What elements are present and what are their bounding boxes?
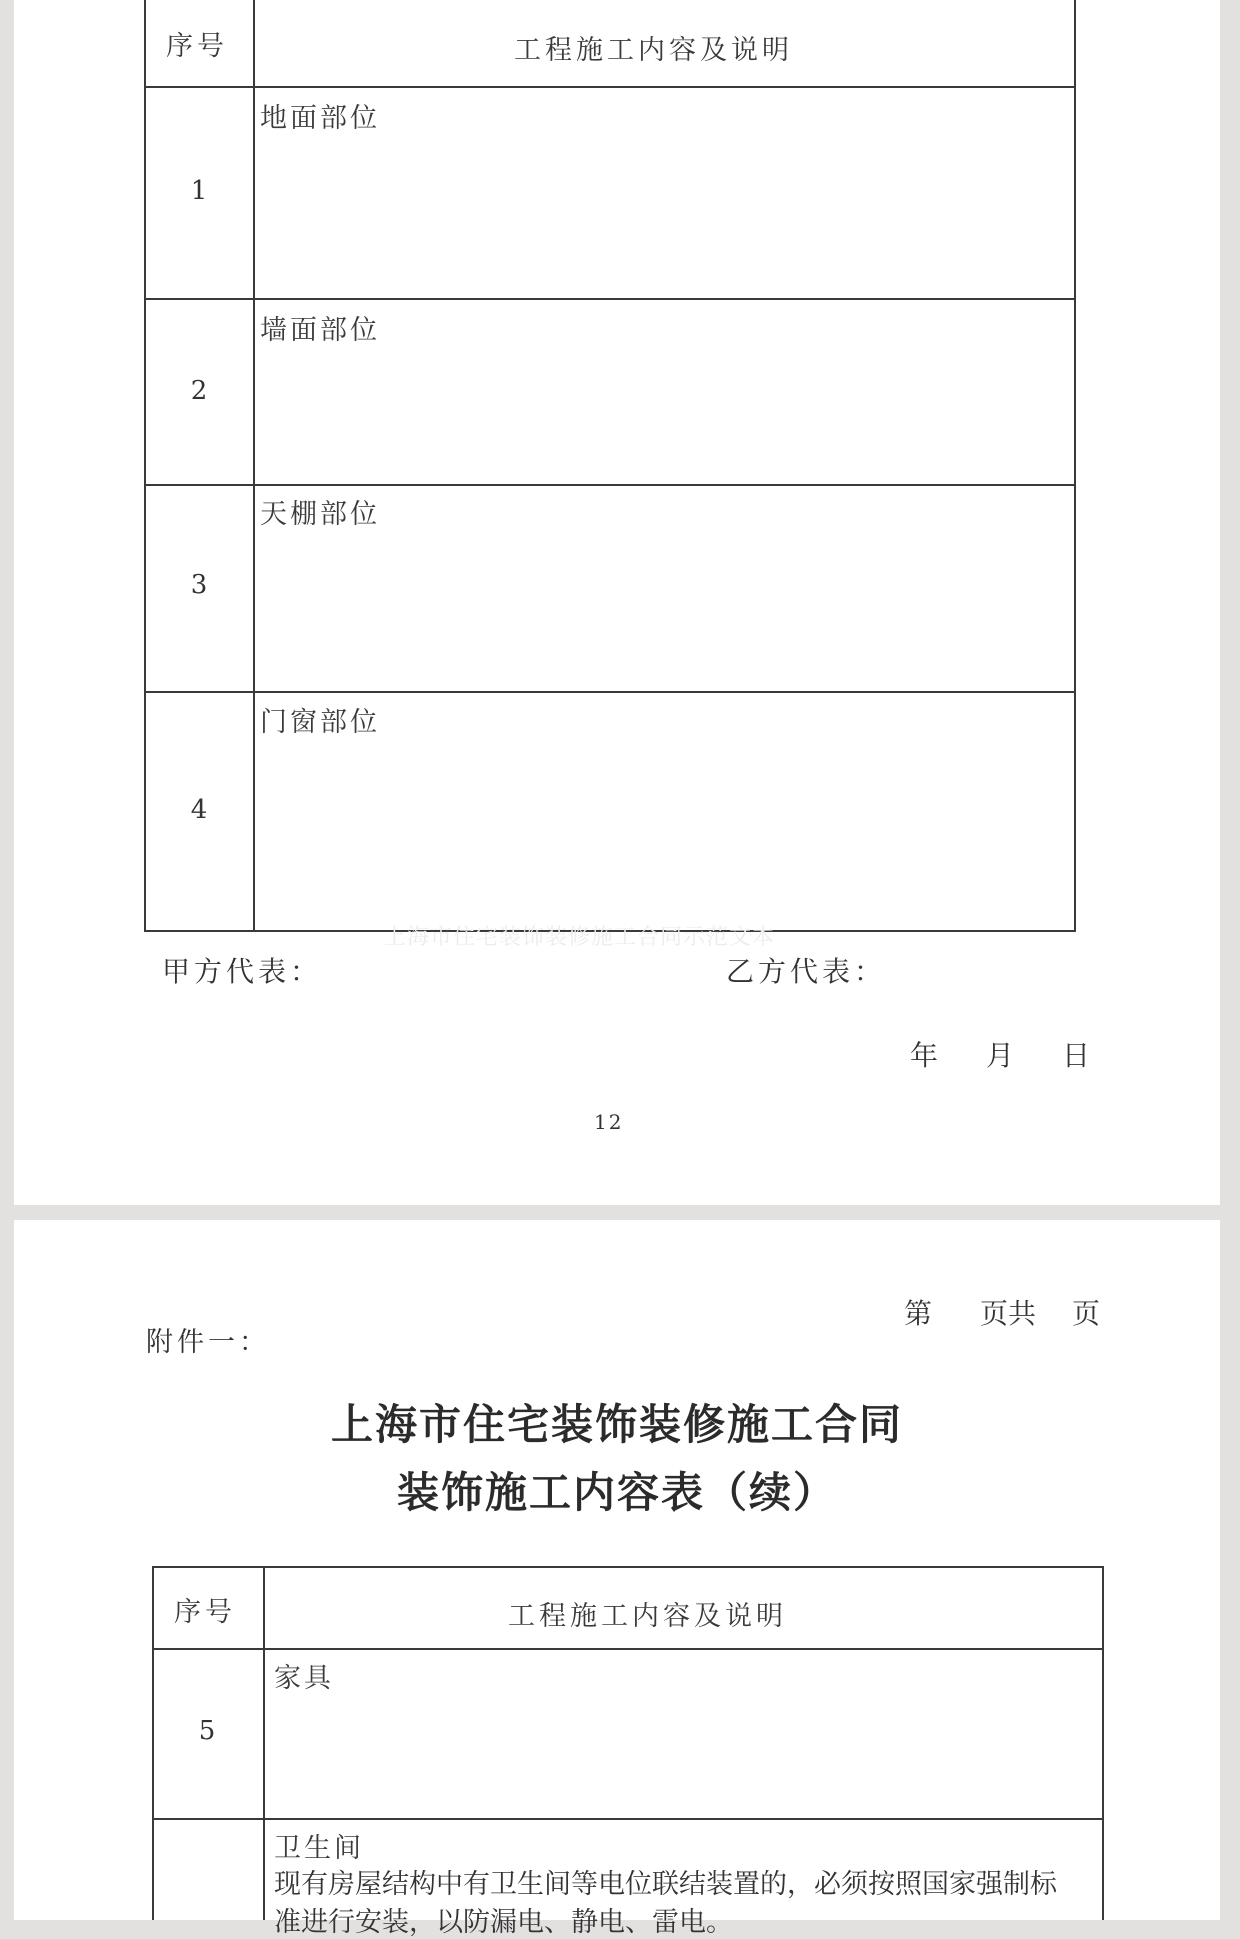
table-border-right (1074, 0, 1076, 932)
date-year: 年 (910, 1039, 939, 1072)
attachment-label: 附件一： (146, 1327, 270, 1358)
table-header-rule (144, 86, 1076, 88)
party-b-representative: 乙方代表： (726, 955, 887, 988)
page-counter-ye-gong: 页共 (980, 1297, 1037, 1330)
bathroom-note: 准进行安装，以防漏电、静电、雷电。 (274, 1907, 733, 1938)
row-label: 卫生间 (274, 1833, 364, 1864)
document-page-12 (14, 0, 1220, 1205)
row-number: 5 (198, 1716, 216, 1746)
table-column-divider (263, 1566, 265, 1920)
table-header-content: 工程施工内容及说明 (508, 1601, 787, 1632)
page-number: 12 (594, 1110, 624, 1134)
document-subtitle: 装饰施工内容表（续） (396, 1468, 837, 1517)
document-title: 上海市住宅装饰装修施工合同 (330, 1400, 903, 1449)
row-label: 地面部位 (260, 103, 380, 134)
table-border-top (152, 1566, 1104, 1568)
row-label: 天棚部位 (260, 499, 380, 530)
date-day: 日 (1062, 1039, 1091, 1072)
watermark: 上海市住宅装饰装修施工合同示范文本 (384, 925, 776, 950)
table-row-rule (144, 691, 1076, 693)
page-counter-di: 第 (904, 1297, 933, 1330)
table-header-content: 工程施工内容及说明 (514, 35, 793, 66)
table-row-rule (144, 484, 1076, 486)
document-page-attachment (14, 1220, 1220, 1938)
row-number: 2 (190, 376, 208, 406)
table-header-rule (152, 1648, 1104, 1650)
party-a-representative: 甲方代表： (162, 955, 323, 988)
table-border-right (1102, 1566, 1104, 1920)
bathroom-note: 现有房屋结构中有卫生间等电位联结装置的，必须按照国家强制标 (274, 1869, 1057, 1900)
row-number: 3 (190, 570, 208, 600)
row-label: 门窗部位 (260, 707, 380, 738)
row-label: 墙面部位 (260, 315, 380, 346)
row-number: 4 (190, 795, 208, 825)
table-header-seq: 序号 (166, 31, 228, 62)
row-label: 家具 (274, 1663, 334, 1694)
row-number: 1 (190, 176, 208, 206)
table-column-divider (253, 0, 255, 932)
table-row-rule (144, 298, 1076, 300)
date-month: 月 (986, 1039, 1015, 1072)
table-row-rule (152, 1818, 1104, 1820)
table-header-seq: 序号 (174, 1597, 236, 1628)
page-counter-ye: 页 (1072, 1297, 1101, 1330)
table-border-left (144, 0, 146, 932)
